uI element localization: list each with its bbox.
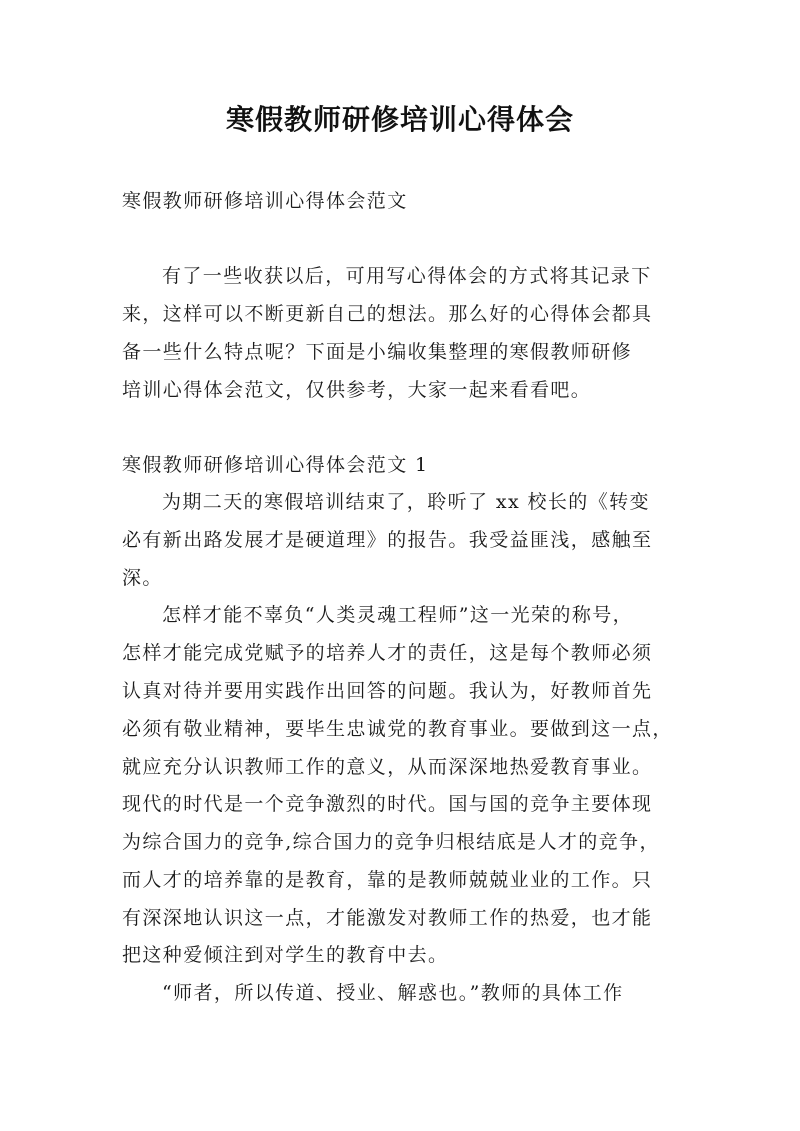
- document-subtitle: 寒假教师研修培训心得体会范文: [122, 190, 408, 212]
- paragraph2-line: 怎样才能不辜负“人类灵魂工程师”这一光荣的称号，: [162, 604, 634, 626]
- paragraph2-line: 有深深地认识这一点，才能激发对教师工作的热爱，也才能: [122, 907, 653, 929]
- paragraph2-line: 必须有敬业精神，要毕生忠诚党的教育事业。要做到这一点，: [122, 718, 673, 740]
- paragraph2-line: 就应充分认识教师工作的意义，从而深深地热爱教育事业。: [122, 756, 653, 778]
- document-title: 寒假教师研修培训心得体会: [225, 103, 574, 136]
- paragraph1-line: 为期二天的寒假培训结束了，聆听了 xx 校长的《转变: [162, 491, 650, 513]
- paragraph1-line: 深。: [122, 567, 163, 589]
- paragraph2-line: 把这种爱倾注到对学生的教育中去。: [122, 944, 449, 966]
- paragraph2-line: 怎样才能完成党赋予的培养人才的责任，这是每个教师必须: [122, 642, 653, 664]
- paragraph2-line: 为综合国力的竞争,综合国力的竞争归根结底是人才的竞争，: [122, 831, 660, 853]
- paragraph2-line: 认真对待并要用实践作出回答的问题。我认为，好教师首先: [122, 680, 653, 702]
- paragraph1-line: 必有新出路发展才是硬道理》的报告。我受益匪浅，感触至: [122, 529, 653, 551]
- intro-line: 备一些什么特点呢？下面是小编收集整理的寒假教师研修: [122, 341, 633, 363]
- paragraph2-line: 现代的时代是一个竞争激烈的时代。国与国的竞争主要体现: [122, 793, 653, 815]
- paragraph2-line: 而人才的培养靠的是教育，靠的是教师兢兢业业的工作。只: [122, 869, 653, 891]
- intro-line: 培训心得体会范文，仅供参考，大家一起来看看吧。: [122, 379, 592, 401]
- section-heading: 寒假教师研修培训心得体会范文 1: [122, 454, 429, 476]
- intro-line: 有了一些收获以后，可用写心得体会的方式将其记录下: [162, 265, 652, 287]
- paragraph3-line: “师者，所以传道、授业、解惑也。”教师的具体工作: [162, 982, 624, 1004]
- intro-line: 来，这样可以不断更新自己的想法。那么好的心得体会都具: [122, 303, 653, 325]
